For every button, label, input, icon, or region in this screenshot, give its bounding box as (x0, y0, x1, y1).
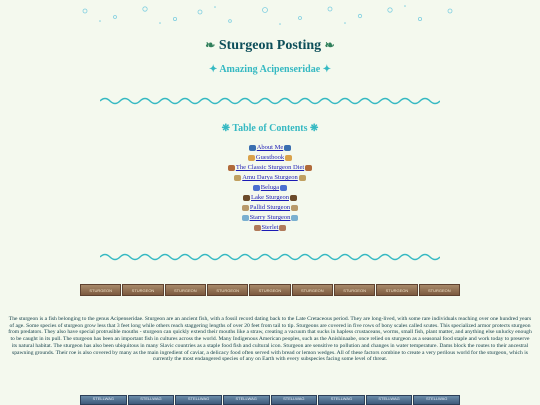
table-of-contents (0, 143, 540, 233)
toc-item (0, 193, 540, 203)
footer-tile: STELLWAG (366, 395, 413, 405)
toc-link[interactable]: Starry Sturgeon (249, 214, 291, 221)
food-icon (305, 165, 312, 171)
footer-tile: STELLWAG (128, 395, 175, 405)
fish-icon (249, 145, 256, 151)
toc-link[interactable]: The Classic Sturgeon Diet (235, 164, 305, 171)
toc-link[interactable]: Pallid Sturgeon (249, 204, 291, 211)
fish-icon (291, 215, 298, 221)
toc-item (0, 203, 540, 213)
fish-icon (242, 215, 249, 221)
banner-tile: STURGEON (376, 284, 417, 296)
fish-icon (254, 225, 261, 231)
footer-banner (80, 395, 460, 405)
toc-link[interactable]: Sterlet (261, 224, 279, 231)
wave-divider (100, 96, 440, 106)
banner-tile: STURGEON (249, 284, 290, 296)
toc-link[interactable]: Amu Darya Sturgeon (242, 174, 298, 181)
toc-title: ❋ Table of Contents ❋ (221, 123, 319, 134)
banner-tile: STURGEON (207, 284, 248, 296)
banner-tile: STURGEON (165, 284, 206, 296)
leaf-icon: ❧ (324, 38, 335, 52)
toc-link[interactable]: Beluga (260, 184, 280, 191)
toc-item (0, 183, 540, 193)
toc-item (0, 163, 540, 173)
footer-tile: STELLWAG (175, 395, 222, 405)
fish-icon (299, 175, 306, 181)
intro-paragraph: The sturgeon is a fish belonging to the genus Acipenseridae. Sturgeon are an ancient fish, with a fossil record dating back to the Late Cretaceous period. They are long-lived, with some rare individuals reaching over one hundred years of age. Some species of sturgeon grow less that 3 feet long while others reach staggering lengths of over 20 feet from tail to tip. Sturgeons are covered in five rows of bony scales called scutes. This specialized armor protects sturgeon from predators. They also have special protrusible mouths - sturgeon can quickly extend their mouths like a straw, creating a vacuum that sucks in hapless crustaceans, worms, small fish, plant matter, and anything else unlucky enough to be caught in its pull. The sturgeon has been an important fish in cultures across the world. Many Indigenous American peoples, such as the Anishinaabe, once relied on sturgeon as a seasonal food staple and work today to preserve its natural habitat. The sturgeon has also been ubiquitous in many Slavic countries as a staple food fish and cultural icon. Sturgeon are sensitive to pollution and changes in water temperature. Dams block the routes to their ancestral spawning grounds. Their roe is also covered by many as the main ingredient of caviar, a delicacy food often served with bread or lemon wedges. All of these factors combine to create a very perilous world for the sturgeon, which is currently the most endangered species of any on Earth with every subspecies facing some level of threat. (8, 316, 532, 363)
bubbles-decoration (70, 3, 470, 29)
toc-item (0, 223, 540, 233)
footer-tile: STELLWAG (413, 395, 460, 405)
fish-icon: ✦ (208, 64, 218, 75)
banner-tile: STURGEON (122, 284, 163, 296)
book-icon (248, 155, 255, 161)
banner-tile: STURGEON (292, 284, 333, 296)
fish-icon (243, 195, 250, 201)
fish-icon (291, 205, 298, 211)
footer-tile: STELLWAG (271, 395, 318, 405)
page-subtitle: ✦ Amazing Acipenseridae ✦ (208, 64, 332, 75)
book-icon (285, 155, 292, 161)
shell-icon: ❋ (221, 123, 230, 134)
toc-link[interactable]: Guestbook (255, 154, 285, 161)
fish-icon (280, 185, 287, 191)
footer-tile: STELLWAG (223, 395, 270, 405)
fish-icon (290, 195, 297, 201)
fish-icon (253, 185, 260, 191)
toc-item (0, 173, 540, 183)
footer-tile: STELLWAG (80, 395, 127, 405)
fish-icon: ✦ (322, 64, 332, 75)
toc-item (0, 143, 540, 153)
fish-icon (234, 175, 241, 181)
footer-tile: STELLWAG (318, 395, 365, 405)
wave-divider (100, 252, 440, 262)
fish-icon (279, 225, 286, 231)
banner-tile: STURGEON (334, 284, 375, 296)
sturgeon-banner (80, 284, 460, 296)
fish-icon (284, 145, 291, 151)
page-title: ❧ Sturgeon Posting ❧ (205, 38, 335, 53)
toc-item (0, 213, 540, 223)
leaf-icon: ❧ (205, 38, 216, 52)
toc-link[interactable]: About Me (256, 144, 284, 151)
fish-icon (242, 205, 249, 211)
toc-item (0, 153, 540, 163)
banner-tile: STURGEON (419, 284, 460, 296)
food-icon (228, 165, 235, 171)
banner-tile: STURGEON (80, 284, 121, 296)
shell-icon: ❋ (310, 123, 319, 134)
toc-link[interactable]: Lake Sturgeon (251, 194, 289, 201)
